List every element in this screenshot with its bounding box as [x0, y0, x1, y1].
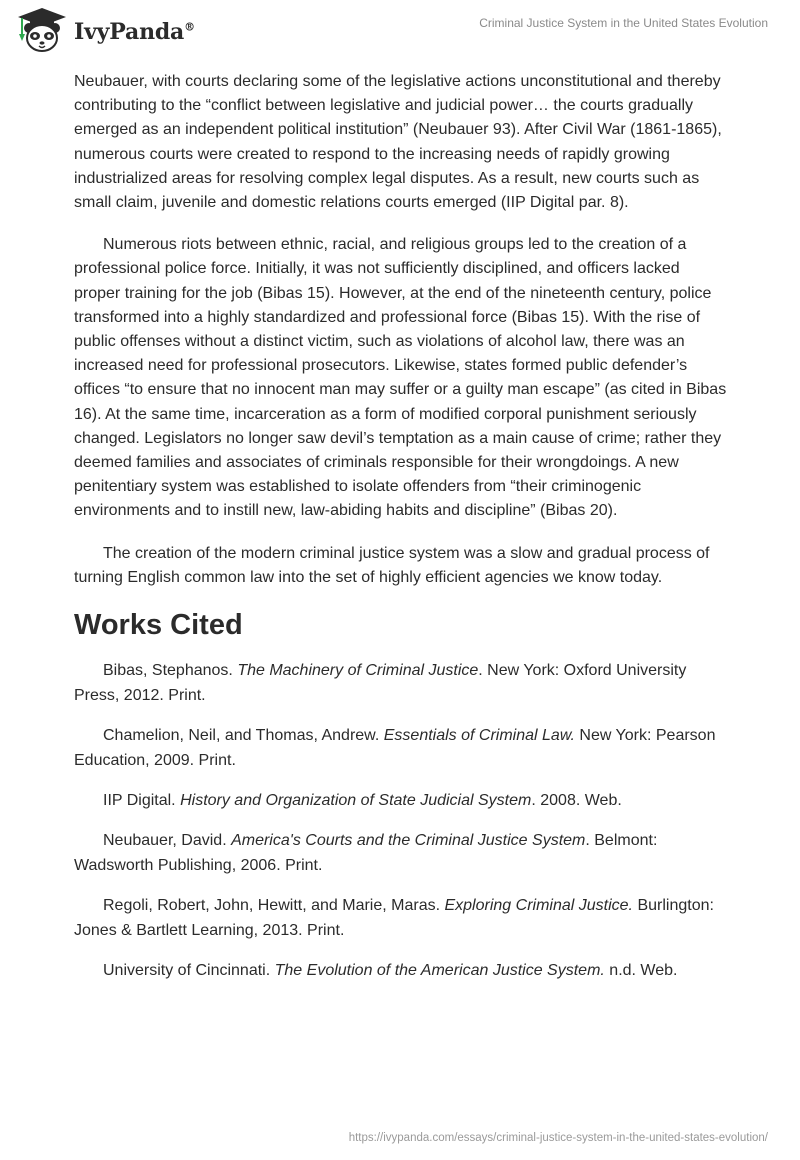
citation-title: The Evolution of the American Justice System.	[274, 962, 605, 980]
citation-title: America's Courts and the Criminal Justice System	[231, 832, 586, 850]
body-paragraph: Numerous riots between ethnic, racial, and religious groups led to the creation of a professional police force. Initially, it was not sufficiently disciplined, and officers lacked proper training for the job (Bibas 15). However, at the end of the nineteenth century, police transformed into a highly standardized and professional force (Bibas 15). With the rise of public offenses without a distinct victim, such as violations of alcohol law, there was an increased need for professional prosecutors. Likewise, states formed public defender’s offices “to ensure that no innocent man may suffer or a guilty man escape” (as cited in Bibas 16). At the same time, incarceration as a form of modified corporal punishment seriously changed. Legislators no longer saw devil’s temptation as a main cause of crime; rather they deemed families and associates of criminals responsible for their wrongdoings. A new penitentiary system was established to isolate offenders from “their criminogenic environments and to instill new, law-abiding habits and discipline” (Bibas 20).	[74, 236, 727, 520]
citation-title: History and Organization of State Judicial System	[180, 792, 532, 810]
ivypanda-logo[interactable]	[14, 6, 195, 54]
citation: Chamelion, Neil, and Thomas, Andrew. Essentials of Criminal Law. New York: Pearson Education, 2009. Print.	[74, 727, 716, 770]
essay-content	[74, 70, 730, 998]
citation: IIP Digital. History and Organization of State Judicial System. 2008. Web.	[103, 792, 622, 810]
citation: Bibas, Stephanos. The Machinery of Criminal Justice. New York: Oxford University Press, 2012. Print.	[74, 662, 687, 705]
essay-title: Criminal Justice System in the United States Evolution	[479, 16, 768, 30]
works-cited-heading: Works Cited	[74, 609, 243, 642]
citation: University of Cincinnati. The Evolution of the American Justice System. n.d. Web.	[103, 962, 678, 980]
citation-title: Exploring Criminal Justice.	[444, 897, 633, 915]
panda-graduate-icon	[14, 6, 70, 54]
registered-mark: ®	[184, 20, 195, 34]
page-header	[0, 0, 800, 62]
citation-title: Essentials of Criminal Law.	[383, 727, 575, 745]
citation: Neubauer, David. America's Courts and the Criminal Justice System. Belmont: Wadsworth Publishing, 2006. Print.	[74, 832, 658, 875]
citation: Regoli, Robert, John, Hewitt, and Marie, Maras. Exploring Criminal Justice. Burlington: Jones & Bartlett Learning, 2013. Print.	[74, 897, 714, 940]
citation-title: The Machinery of Criminal Justice	[237, 662, 479, 680]
body-paragraph: Neubauer, with courts declaring some of the legislative actions unconstitutional and thereby contributing to the “conflict between legislative and judicial power… the courts gradually emerged as an independent political institution” (Neubauer 93). After Civil War (1861-1865), numerous courts were created to respond to the increasing needs of rapidly growing industrialized areas for resolving complex legal disputes. As a result, new courts such as small claim, juvenile and domestic relations courts emerged (IIP Digital par. 8).	[74, 73, 722, 212]
body-paragraph: The creation of the modern criminal justice system was a slow and gradual process of turning English common law into the set of highly efficient agencies we know today.	[74, 544, 710, 586]
source-url-link[interactable]: https://ivypanda.com/essays/criminal-justice-system-in-the-united-states-evolution/	[348, 1132, 768, 1144]
brand-name: IvyPanda®	[74, 19, 195, 45]
